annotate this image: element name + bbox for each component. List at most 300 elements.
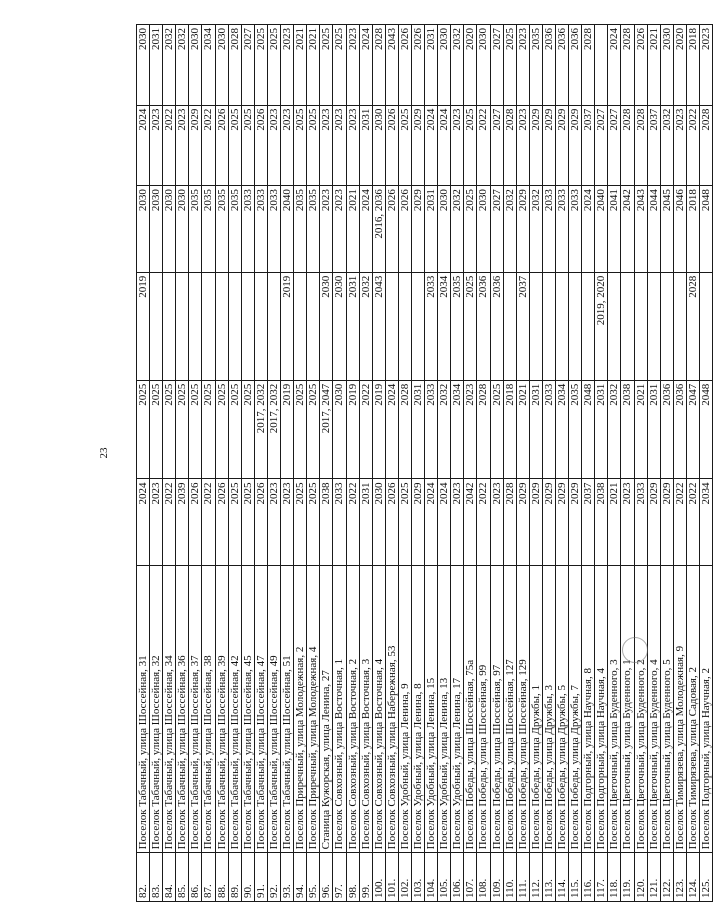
year-cell: 2020	[464, 25, 477, 106]
year-cell: 2029	[411, 186, 424, 273]
year-cell: 2043	[385, 25, 398, 106]
year-cell: 2024	[425, 479, 438, 566]
year-cell: 2029	[189, 105, 202, 186]
year-cell	[385, 272, 398, 380]
address-cell: Поселок Тимирязева, улица Молодежная, 9	[673, 566, 686, 853]
row-number: 125.	[700, 853, 713, 902]
year-cell: 2030	[333, 272, 346, 380]
year-cell: 2038	[320, 479, 333, 566]
year-cell: 2034	[202, 25, 215, 106]
year-cell: 2028	[398, 380, 411, 479]
address-cell: Станица Кужорская, улица Ленина, 27	[320, 566, 333, 853]
row-number: 85.	[176, 853, 189, 902]
year-cell: 2037	[516, 272, 529, 380]
year-cell	[582, 272, 595, 380]
year-cell: 2033	[333, 479, 346, 566]
year-cell: 2047	[686, 380, 699, 479]
year-cell: 2023	[700, 25, 713, 106]
year-cell: 2022	[163, 105, 176, 186]
year-cell: 2025	[228, 479, 241, 566]
year-cell: 2017, 2032	[254, 380, 267, 479]
table-row	[608, 25, 621, 902]
address-cell: Поселок Табачный, улица Шоссейная, 42	[228, 566, 241, 853]
year-cell: 2031	[425, 186, 438, 273]
year-cell: 2025	[215, 380, 228, 479]
table-row	[700, 25, 713, 902]
year-cell: 2035	[202, 186, 215, 273]
year-cell: 2033	[241, 186, 254, 273]
year-cell: 2028	[372, 25, 385, 106]
year-cell: 2028	[228, 25, 241, 106]
year-cell: 2026	[385, 479, 398, 566]
year-cell: 2021	[647, 25, 660, 106]
address-cell: Поселок Приречный, улица Молодежная, 4	[307, 566, 320, 853]
year-cell: 2021	[307, 25, 320, 106]
year-cell: 2029	[569, 479, 582, 566]
year-cell: 2029	[660, 479, 673, 566]
row-number: 123.	[673, 853, 686, 902]
year-cell: 2030	[372, 105, 385, 186]
year-cell: 2023	[320, 186, 333, 273]
year-cell: 2026	[215, 105, 228, 186]
year-cell: 2024	[438, 105, 451, 186]
year-cell: 2019	[137, 272, 150, 380]
year-cell	[176, 272, 189, 380]
year-cell	[241, 272, 254, 380]
year-cell: 2028	[621, 25, 634, 106]
year-cell: 2043	[634, 186, 647, 273]
address-cell: Поселок Победы, улица Шоссейная, 129	[516, 566, 529, 853]
year-cell: 2017, 2032	[267, 380, 280, 479]
year-cell: 2033	[634, 479, 647, 566]
year-cell: 2028	[503, 105, 516, 186]
address-cell: Поселок Табачный, улица Шоссейная, 51	[281, 566, 294, 853]
table-row	[621, 25, 634, 902]
year-cell: 2022	[477, 479, 490, 566]
year-cell: 2024	[438, 479, 451, 566]
row-number: 102.	[398, 853, 411, 902]
row-number: 84.	[163, 853, 176, 902]
address-cell: Поселок Цветочный, улица Буденного, 4	[647, 566, 660, 853]
table-row	[202, 25, 215, 902]
year-cell: 2025	[228, 380, 241, 479]
year-cell: 2019, 2020	[595, 272, 608, 380]
year-cell: 2025	[228, 105, 241, 186]
year-cell: 2017, 2047	[320, 380, 333, 479]
address-cell: Поселок Удобный, улица Ленина, 17	[451, 566, 464, 853]
year-cell: 2033	[267, 186, 280, 273]
year-cell	[254, 272, 267, 380]
year-cell: 2022	[346, 479, 359, 566]
year-cell: 2025	[503, 25, 516, 106]
year-cell: 2028	[503, 479, 516, 566]
year-cell: 2026	[215, 479, 228, 566]
year-cell: 2046	[673, 186, 686, 273]
table-row	[411, 25, 424, 902]
table-row	[281, 25, 294, 902]
table-row	[163, 25, 176, 902]
year-cell: 2025	[307, 479, 320, 566]
table-row	[320, 25, 333, 902]
address-cell: Поселок Победы, улица Шоссейная, 97	[490, 566, 503, 853]
year-cell: 2026	[411, 25, 424, 106]
table-row	[490, 25, 503, 902]
year-cell: 2026	[398, 25, 411, 106]
year-cell: 2025	[176, 380, 189, 479]
year-cell: 2026	[398, 186, 411, 273]
year-cell: 2023	[281, 105, 294, 186]
row-number: 87.	[202, 853, 215, 902]
year-cell: 2029	[516, 479, 529, 566]
year-cell: 2029	[411, 479, 424, 566]
year-cell: 2031	[359, 479, 372, 566]
year-cell: 2030	[660, 25, 673, 106]
row-number: 121.	[647, 853, 660, 902]
year-cell: 2021	[634, 380, 647, 479]
year-cell: 2032	[451, 186, 464, 273]
year-cell: 2023	[464, 380, 477, 479]
table-row	[647, 25, 660, 902]
address-cell: Поселок Подгорный, улица Научная, 4	[595, 566, 608, 853]
year-cell: 2024	[359, 186, 372, 273]
year-cell: 2045	[660, 186, 673, 273]
year-cell: 2036	[569, 25, 582, 106]
year-cell: 2030	[163, 186, 176, 273]
year-cell: 2025	[490, 380, 503, 479]
address-cell: Поселок Удобный, улица Ленина, 13	[438, 566, 451, 853]
year-cell: 2022	[477, 105, 490, 186]
row-number: 106.	[451, 853, 464, 902]
table-row	[254, 25, 267, 902]
address-cell: Поселок Табачный, улица Шоссейная, 38	[202, 566, 215, 853]
year-cell: 2022	[202, 479, 215, 566]
year-cell: 2029	[647, 479, 660, 566]
year-cell	[608, 272, 621, 380]
year-cell: 2032	[503, 186, 516, 273]
year-cell: 2026	[254, 479, 267, 566]
year-cell: 2018	[686, 25, 699, 106]
table-row	[477, 25, 490, 902]
year-cell: 2030	[137, 25, 150, 106]
row-number: 110.	[503, 853, 516, 902]
year-cell: 2042	[464, 479, 477, 566]
row-number: 94.	[294, 853, 307, 902]
year-cell: 2033	[542, 186, 555, 273]
year-cell: 2024	[385, 380, 398, 479]
address-cell: Поселок Подгорный, улица Научная, 2	[700, 566, 713, 853]
row-number: 89.	[228, 853, 241, 902]
year-cell: 2023	[267, 105, 280, 186]
year-cell: 2025	[202, 380, 215, 479]
table-row	[385, 25, 398, 902]
row-number: 120.	[634, 853, 647, 902]
year-cell: 2027	[595, 105, 608, 186]
year-cell	[569, 272, 582, 380]
year-cell: 2048	[700, 380, 713, 479]
year-cell: 2028	[700, 105, 713, 186]
row-number: 119.	[621, 853, 634, 902]
year-cell: 2027	[490, 25, 503, 106]
row-number: 88.	[215, 853, 228, 902]
year-cell: 2025	[398, 479, 411, 566]
year-cell	[202, 272, 215, 380]
year-cell: 2023	[490, 479, 503, 566]
year-cell: 2031	[529, 380, 542, 479]
year-cell: 2025	[241, 479, 254, 566]
year-cell: 2028	[582, 25, 595, 106]
year-cell: 2026	[634, 25, 647, 106]
year-cell: 2023	[451, 105, 464, 186]
year-cell: 2033	[425, 272, 438, 380]
year-cell: 2022	[202, 105, 215, 186]
table-row	[660, 25, 673, 902]
address-cell: Поселок Цветочный, улица Буденного, 5	[660, 566, 673, 853]
year-cell: 2024	[137, 105, 150, 186]
year-cell: 2029	[556, 105, 569, 186]
row-number: 92.	[267, 853, 280, 902]
row-number: 109.	[490, 853, 503, 902]
year-cell	[503, 272, 516, 380]
year-cell: 2029	[529, 105, 542, 186]
year-cell: 2019	[281, 380, 294, 479]
year-cell: 2023	[320, 105, 333, 186]
year-cell: 2036	[660, 380, 673, 479]
address-cell: Поселок Табачный, улица Шоссейная, 32	[150, 566, 163, 853]
year-cell: 2022	[686, 105, 699, 186]
table-row	[595, 25, 608, 902]
row-number: 112.	[529, 853, 542, 902]
address-cell: Поселок Победы, улица Шоссейная, 127	[503, 566, 516, 853]
table-row	[503, 25, 516, 902]
year-cell: 2031	[346, 272, 359, 380]
year-cell: 2025	[464, 105, 477, 186]
year-cell: 2026	[385, 186, 398, 273]
year-cell	[621, 272, 634, 380]
year-cell: 2032	[608, 380, 621, 479]
year-cell: 2030	[176, 186, 189, 273]
year-cell: 2038	[621, 380, 634, 479]
address-cell: Поселок Удобный, улица Ленина, 9	[398, 566, 411, 853]
year-cell: 2034	[438, 272, 451, 380]
table-row	[215, 25, 228, 902]
row-number: 82.	[137, 853, 150, 902]
year-cell: 2021	[516, 380, 529, 479]
row-number: 98.	[346, 853, 359, 902]
year-cell: 2025	[254, 25, 267, 106]
year-cell: 2025	[464, 186, 477, 273]
year-cell: 2023	[281, 25, 294, 106]
year-cell: 2025	[464, 272, 477, 380]
year-cell: 2030	[137, 186, 150, 273]
year-cell: 2032	[359, 272, 372, 380]
year-cell	[215, 272, 228, 380]
year-cell	[647, 272, 660, 380]
year-cell: 2044	[647, 186, 660, 273]
year-cell: 2033	[556, 186, 569, 273]
table-row	[542, 25, 555, 902]
year-cell: 2018	[686, 186, 699, 273]
table-row	[176, 25, 189, 902]
year-cell: 2031	[647, 380, 660, 479]
year-cell: 2024	[137, 479, 150, 566]
year-cell: 2023	[516, 105, 529, 186]
address-cell: Поселок Подгорный, улица Научная, 8	[582, 566, 595, 853]
row-number: 91.	[254, 853, 267, 902]
address-cell: Поселок Цветочный, улица Буденного, 1	[621, 566, 634, 853]
year-cell: 2024	[425, 105, 438, 186]
table-row	[267, 25, 280, 902]
year-cell	[163, 272, 176, 380]
year-cell: 2030	[372, 479, 385, 566]
year-cell: 2032	[176, 25, 189, 106]
year-cell: 2042	[621, 186, 634, 273]
year-cell	[294, 272, 307, 380]
table-row	[634, 25, 647, 902]
address-cell: Поселок Табачный, улица Шоссейная, 36	[176, 566, 189, 853]
year-cell: 2025	[333, 25, 346, 106]
address-cell: Поселок Удобный, улица Ленина, 8	[411, 566, 424, 853]
table-row	[438, 25, 451, 902]
year-cell: 2023	[150, 105, 163, 186]
row-number: 108.	[477, 853, 490, 902]
address-cell: Поселок Совхозный, улица Восточная, 3	[359, 566, 372, 853]
year-cell: 2035	[569, 380, 582, 479]
year-cell: 2048	[700, 186, 713, 273]
year-cell: 2026	[189, 479, 202, 566]
table-row	[137, 25, 150, 902]
address-cell: Поселок Цветочный, улица Буденного, 3	[608, 566, 621, 853]
year-cell: 2026	[385, 105, 398, 186]
address-cell: Поселок Победы, улица Дружбы, 5	[556, 566, 569, 853]
row-number: 114.	[556, 853, 569, 902]
year-cell: 2041	[608, 186, 621, 273]
year-cell: 2027	[608, 105, 621, 186]
year-cell: 2023	[516, 25, 529, 106]
year-cell: 2031	[425, 25, 438, 106]
year-cell: 2035	[529, 25, 542, 106]
year-cell: 2030	[477, 25, 490, 106]
year-cell: 2032	[660, 105, 673, 186]
row-number: 97.	[333, 853, 346, 902]
year-cell: 2031	[595, 380, 608, 479]
year-cell: 2018	[503, 380, 516, 479]
year-cell: 2025	[307, 105, 320, 186]
year-cell: 2023	[621, 479, 634, 566]
address-cell: Поселок Победы, улица Шоссейная, 99	[477, 566, 490, 853]
year-cell: 2036	[490, 272, 503, 380]
year-cell: 2029	[569, 105, 582, 186]
year-cell: 2023	[333, 105, 346, 186]
year-cell: 2030	[333, 380, 346, 479]
address-cell: Поселок Тимирязева, улица Садовая, 2	[686, 566, 699, 853]
row-number: 116.	[582, 853, 595, 902]
year-cell: 2035	[307, 186, 320, 273]
year-cell	[700, 272, 713, 380]
year-cell: 2032	[451, 25, 464, 106]
year-cell: 2022	[686, 479, 699, 566]
year-cell	[228, 272, 241, 380]
year-cell: 2033	[254, 186, 267, 273]
year-cell: 2031	[150, 25, 163, 106]
year-cell: 2021	[294, 25, 307, 106]
year-cell: 2039	[176, 479, 189, 566]
row-number: 95.	[307, 853, 320, 902]
year-cell: 2030	[189, 25, 202, 106]
table-row	[189, 25, 202, 902]
address-cell: Поселок Совхозный, улица Набережная, 53	[385, 566, 398, 853]
year-cell: 2023	[451, 479, 464, 566]
address-cell: Поселок Победы, улица Дружбы, 1	[529, 566, 542, 853]
row-number: 124.	[686, 853, 699, 902]
year-cell	[398, 272, 411, 380]
year-cell: 2036	[542, 25, 555, 106]
year-cell: 2032	[529, 186, 542, 273]
year-cell	[307, 272, 320, 380]
row-number: 93.	[281, 853, 294, 902]
year-cell	[595, 25, 608, 106]
year-cell: 2022	[673, 479, 686, 566]
year-cell: 2023	[281, 479, 294, 566]
year-cell: 2034	[700, 479, 713, 566]
table-row	[307, 25, 320, 902]
year-cell: 2024	[582, 186, 595, 273]
year-cell: 2028	[477, 380, 490, 479]
address-cell: Поселок Приречный, улица Молодежная, 2	[294, 566, 307, 853]
table-row	[228, 25, 241, 902]
year-cell: 2048	[582, 380, 595, 479]
year-cell: 2025	[189, 380, 202, 479]
year-cell: 2030	[438, 25, 451, 106]
year-cell	[634, 272, 647, 380]
year-cell: 2024	[359, 25, 372, 106]
year-cell	[267, 272, 280, 380]
table-row	[451, 25, 464, 902]
year-cell: 2028	[686, 272, 699, 380]
table-row	[150, 25, 163, 902]
row-number: 86.	[189, 853, 202, 902]
row-number: 99.	[359, 853, 372, 902]
address-cell: Поселок Победы, улица Дружбы, 3	[542, 566, 555, 853]
table-row	[359, 25, 372, 902]
year-cell: 2030	[215, 25, 228, 106]
row-number: 107.	[464, 853, 477, 902]
year-cell: 2023	[333, 186, 346, 273]
address-cell: Поселок Удобный, улица Ленина, 15	[425, 566, 438, 853]
row-number: 104.	[425, 853, 438, 902]
year-cell: 2022	[359, 380, 372, 479]
year-cell	[556, 272, 569, 380]
address-cell: Поселок Совхозный, улица Восточная, 4	[372, 566, 385, 853]
year-cell: 2036	[477, 272, 490, 380]
address-cell: Поселок Табачный, улица Шоссейная, 49	[267, 566, 280, 853]
page-number: 23	[98, 447, 110, 459]
year-cell: 2019	[346, 380, 359, 479]
year-cell: 2034	[556, 380, 569, 479]
address-cell: Поселок Совхозный, улица Восточная, 1	[333, 566, 346, 853]
year-cell: 2033	[425, 380, 438, 479]
address-cell: Поселок Табачный, улица Шоссейная, 39	[215, 566, 228, 853]
table-row	[346, 25, 359, 902]
year-cell: 2021	[346, 186, 359, 273]
table-row	[529, 25, 542, 902]
year-cell: 2025	[241, 105, 254, 186]
year-cell: 2021	[608, 479, 621, 566]
address-cell: Поселок Табачный, улица Шоссейная, 31	[137, 566, 150, 853]
row-number: 111.	[516, 853, 529, 902]
year-cell: 2035	[215, 186, 228, 273]
year-cell: 2029	[411, 105, 424, 186]
year-cell	[411, 272, 424, 380]
